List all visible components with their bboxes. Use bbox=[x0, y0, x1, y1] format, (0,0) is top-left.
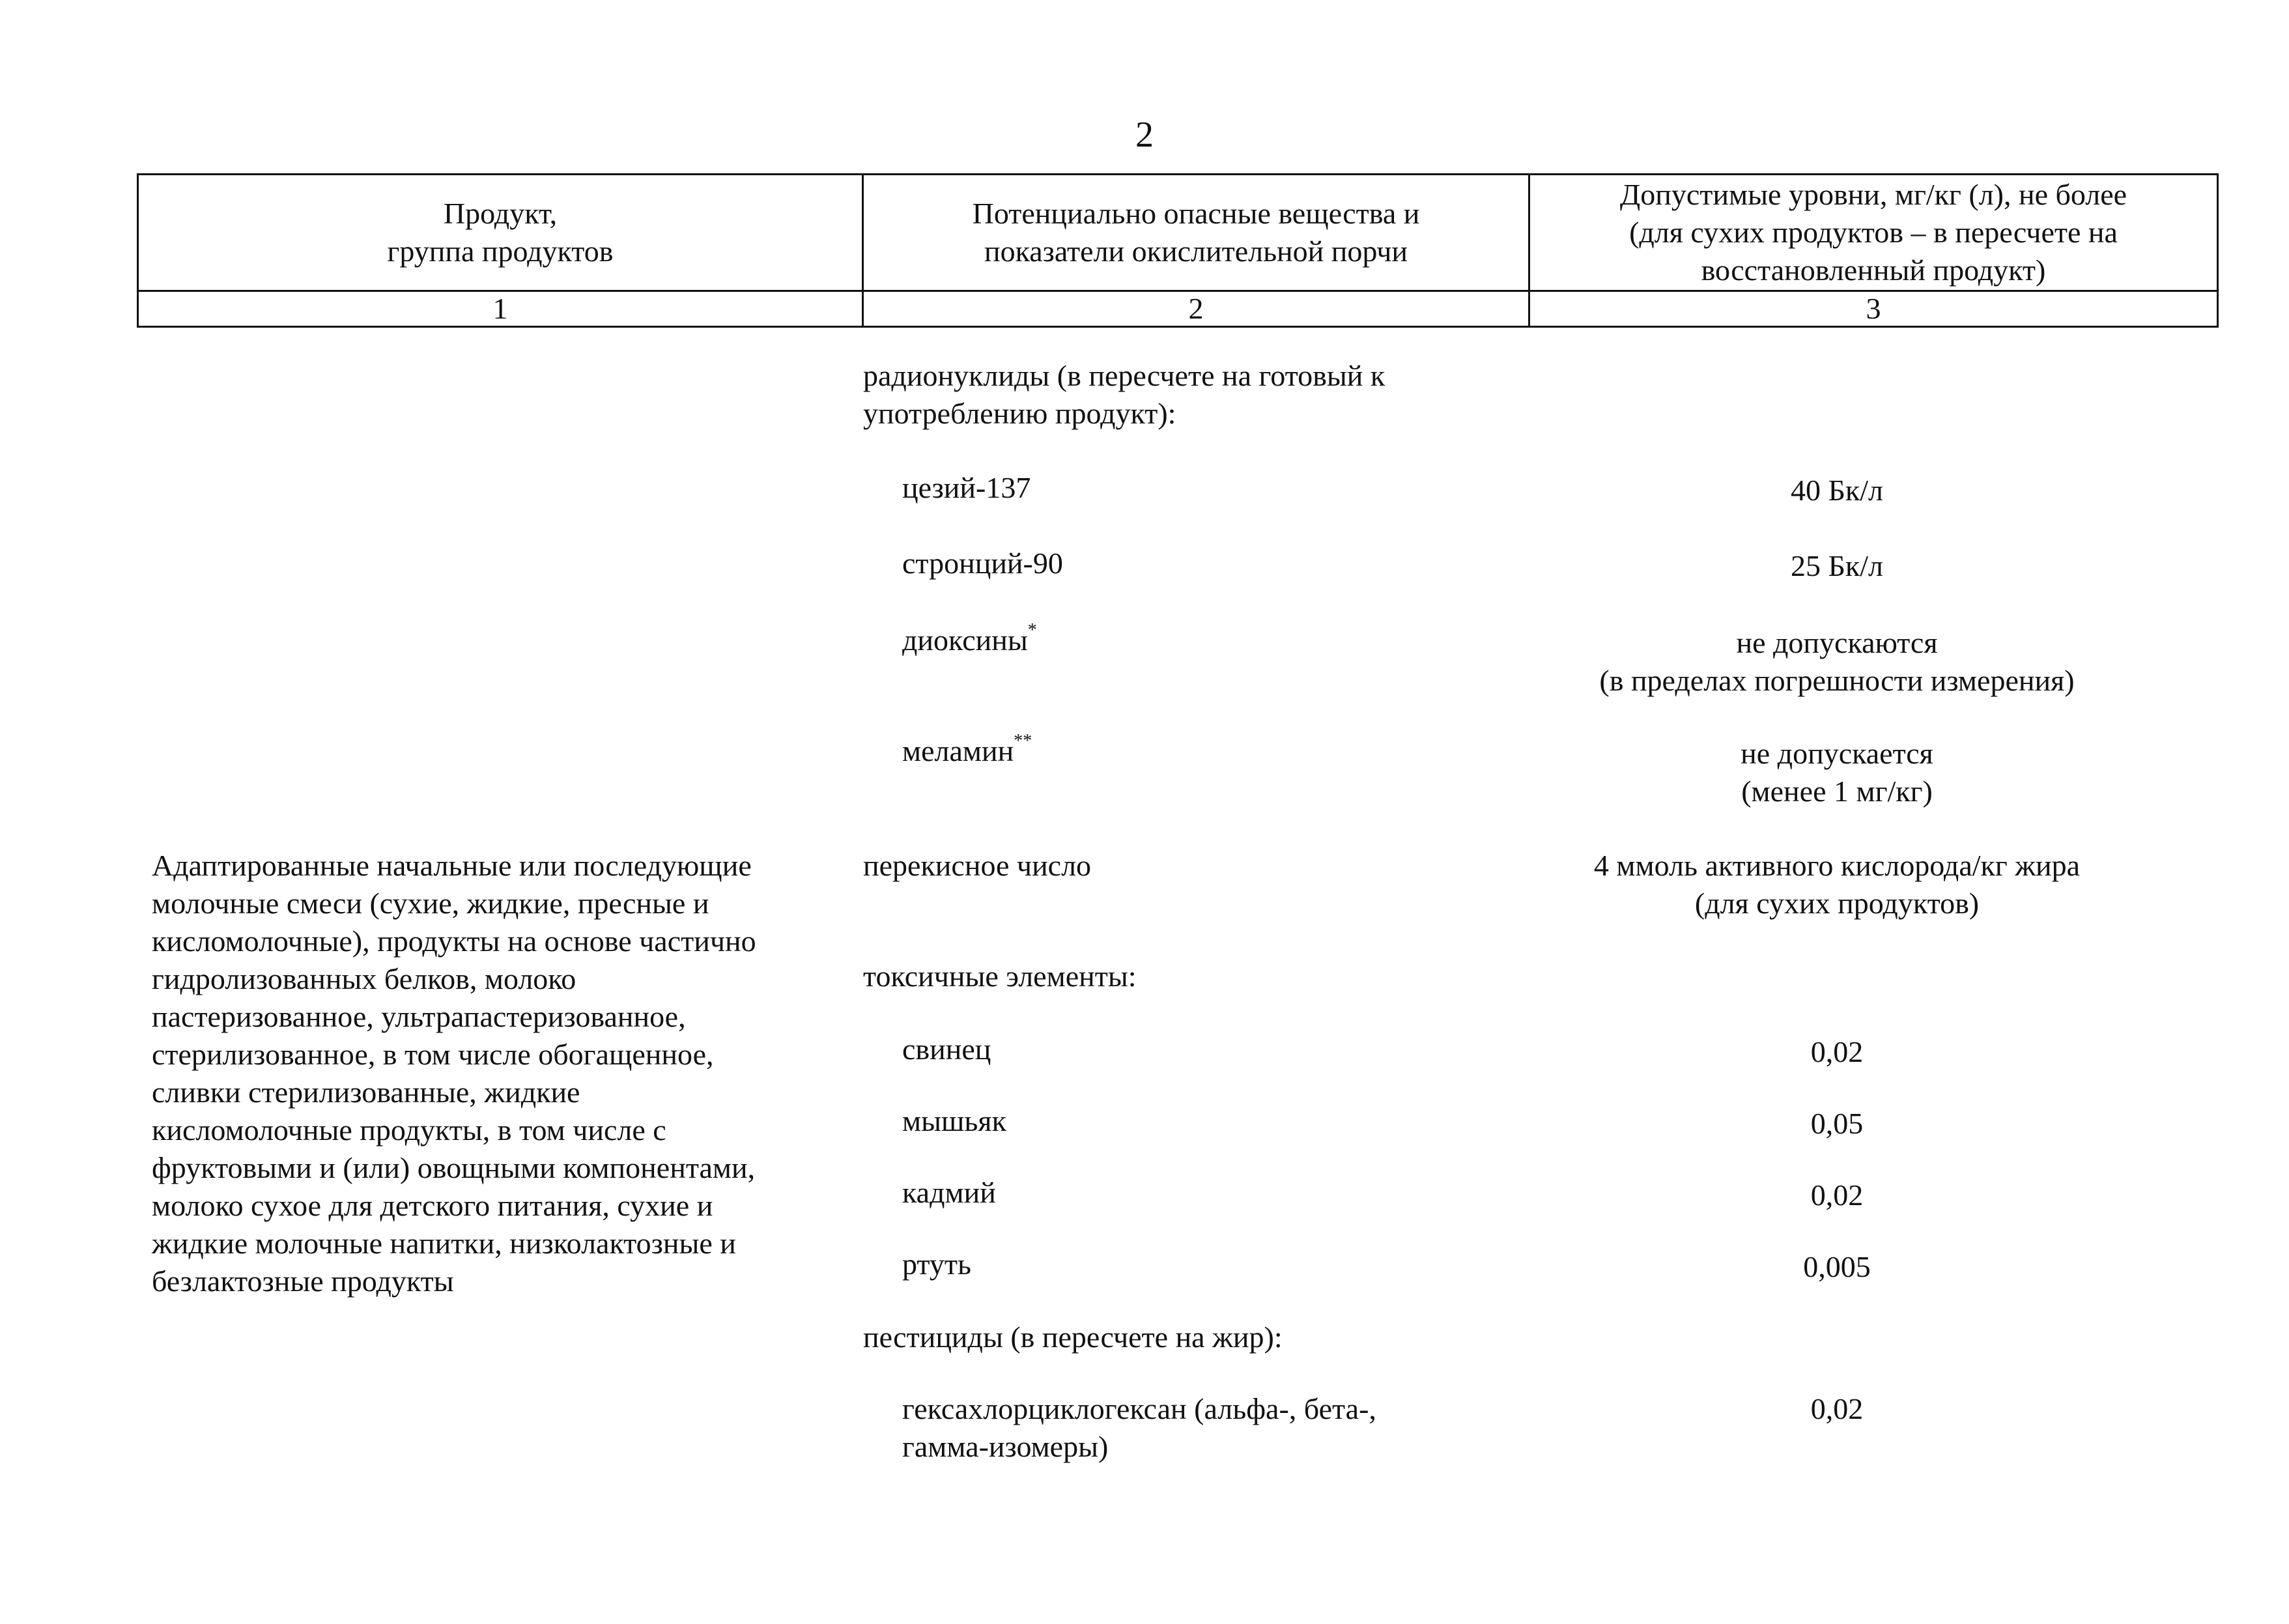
radionuclides-heading-line: радионуклиды (в пересчете на готовый к bbox=[863, 359, 1386, 392]
product-group-line: Адаптированные начальные или последующие bbox=[152, 849, 752, 882]
header-col2-line: показатели окислительной порчи bbox=[984, 235, 1408, 268]
product-group-line: кисломолочные), продукты на основе частично bbox=[152, 924, 756, 958]
value-dioxins bbox=[1492, 624, 2182, 700]
header-col-levels bbox=[1529, 175, 2218, 291]
header-col3-line: (для сухих продуктов – в пересчете на bbox=[1629, 216, 2118, 249]
product-group-line: молочные смеси (сухие, жидкие, пресные и bbox=[152, 887, 709, 920]
toxic-elements-heading: токсичные элементы: bbox=[863, 960, 1137, 993]
substance-hch-line: гексахлорциклогексан (альфа-, бета-, bbox=[902, 1392, 1376, 1425]
header-row bbox=[138, 175, 2218, 291]
column-number: 2 bbox=[863, 291, 1529, 327]
value-lead: 0,02 bbox=[1810, 1035, 1864, 1068]
pesticides-heading: пестициды (в пересчете на жир): bbox=[863, 1320, 1283, 1354]
value-mercury: 0,005 bbox=[1803, 1250, 1871, 1283]
product-group-line: фруктовыми и (или) овощными компонентами, bbox=[152, 1151, 756, 1184]
substance-lead: свинец bbox=[902, 1033, 991, 1066]
value-melamine-line: не допускается bbox=[1741, 737, 1933, 770]
radionuclides-heading-line: употреблению продукт): bbox=[863, 397, 1176, 430]
value-arsenic: 0,05 bbox=[1810, 1107, 1864, 1140]
value-dioxins-line: (в пределах погрешности измерения) bbox=[1599, 664, 2075, 697]
value-melamine bbox=[1492, 735, 2182, 810]
substance-strontium: стронций-90 bbox=[902, 547, 1063, 580]
product-group-line: гидролизованных белков, молоко bbox=[152, 962, 576, 995]
value-cadmium: 0,02 bbox=[1810, 1178, 1864, 1212]
header-col1-line: Продукт, bbox=[443, 197, 558, 230]
header-col3-line: восстановленный продукт) bbox=[1701, 253, 2046, 287]
header-col1-line: группа продуктов bbox=[387, 235, 614, 268]
radionuclides-heading bbox=[863, 357, 1385, 433]
footnote-mark: * bbox=[1027, 620, 1037, 640]
substance-dioxins bbox=[902, 621, 1037, 659]
product-group-line: пастеризованное, ультрапастеризованное, bbox=[152, 1000, 686, 1033]
table-header bbox=[137, 173, 2219, 328]
substance-melamine bbox=[902, 732, 1032, 770]
value-dioxins-line: не допускаются bbox=[1736, 626, 1938, 659]
value-strontium: 25 Бк/л bbox=[1791, 549, 1883, 582]
product-group-line: стерилизованное, в том числе обогащенное, bbox=[152, 1038, 714, 1071]
product-group-line: кисломолочные продукты, в том числе с bbox=[152, 1113, 666, 1147]
substance-cesium: цезий-137 bbox=[902, 471, 1031, 504]
column-number-row bbox=[138, 291, 2218, 327]
footnote-mark: ** bbox=[1014, 731, 1032, 751]
product-group-line: безлактозные продукты bbox=[152, 1264, 454, 1298]
header-col2-line: Потенциально опасные вещества и bbox=[972, 197, 1420, 230]
value-hch: 0,02 bbox=[1810, 1392, 1864, 1425]
product-group-line: молоко сухое для детского питания, сухие и bbox=[152, 1189, 713, 1222]
column-number: 1 bbox=[138, 291, 863, 327]
substance-arsenic: мышьяк bbox=[902, 1104, 1006, 1137]
product-group bbox=[152, 847, 756, 1300]
product-group-line: сливки стерилизованные, жидкие bbox=[152, 1076, 580, 1109]
substance-mercury: ртуть bbox=[902, 1247, 971, 1281]
substance-dioxins-label: диоксины bbox=[902, 623, 1028, 657]
substance-hch-line: гамма-изомеры) bbox=[902, 1430, 1109, 1463]
substance-melamine-label: меламин bbox=[902, 734, 1014, 767]
value-peroxide-line: 4 ммоль активного кислорода/кг жира bbox=[1593, 849, 2081, 882]
value-peroxide-line: (для сухих продуктов) bbox=[1694, 887, 1980, 920]
substance-hch bbox=[902, 1390, 1376, 1466]
value-melamine-line: (менее 1 мг/кг) bbox=[1741, 775, 1933, 808]
header-col-product bbox=[138, 175, 863, 291]
substance-cadmium: кадмий bbox=[902, 1176, 996, 1209]
value-peroxide bbox=[1492, 847, 2182, 922]
column-number: 3 bbox=[1529, 291, 2218, 327]
product-group-line: жидкие молочные напитки, низколактозные и bbox=[152, 1227, 736, 1260]
value-cesium: 40 Бк/л bbox=[1791, 474, 1883, 507]
header-col-substances bbox=[863, 175, 1529, 291]
page-number: 2 bbox=[1135, 115, 1154, 155]
substance-peroxide: перекисное число bbox=[863, 849, 1092, 882]
header-col3-line: Допустимые уровни, мг/кг (л), не более bbox=[1619, 178, 2127, 211]
